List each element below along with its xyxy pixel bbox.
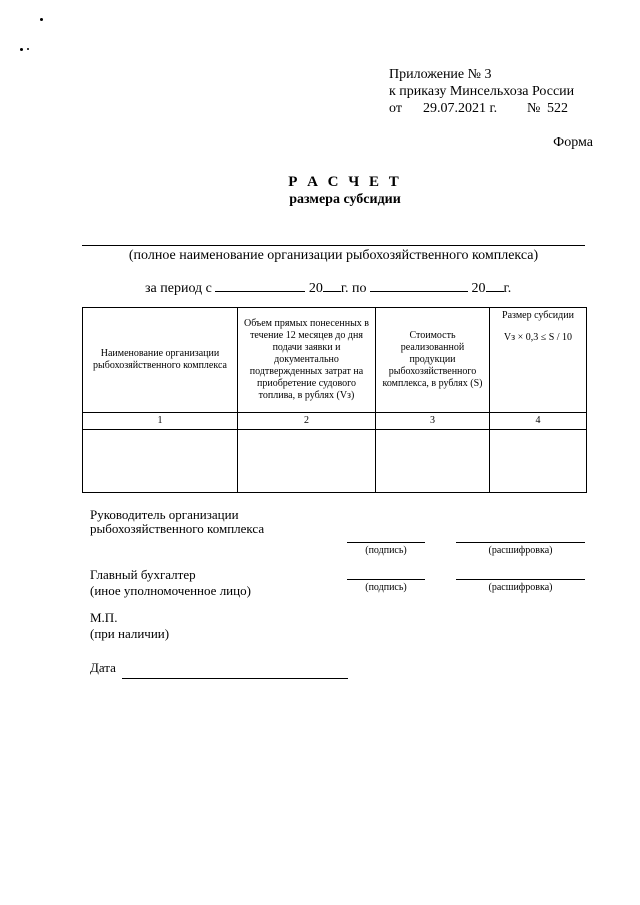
header-subsidy-size bbox=[490, 308, 587, 413]
document-subtitle: размера субсидии bbox=[289, 192, 401, 207]
period-year1-prefix: 20 bbox=[308, 281, 323, 296]
accountant-decipher-caption: (расшифровка) bbox=[488, 582, 553, 593]
annex-title: Приложение № 3 bbox=[389, 67, 492, 82]
header-org-name: Наименование организации рыбохозяйственного комплекса bbox=[83, 308, 238, 413]
accountant-signature-line[interactable] bbox=[347, 579, 425, 580]
period-row bbox=[145, 278, 511, 297]
head-title-line1: Руководитель организации bbox=[90, 507, 239, 522]
annex-date-row bbox=[389, 100, 574, 117]
period-year1-suffix: г. по bbox=[340, 281, 367, 296]
org-name-field-line bbox=[82, 245, 585, 246]
column-number: 4 bbox=[490, 413, 587, 430]
table-data-row bbox=[83, 430, 587, 493]
head-title-line2: рыбохозяйственного комплекса bbox=[90, 521, 265, 536]
column-number-row bbox=[83, 413, 587, 430]
annex-from-label: от bbox=[389, 101, 402, 116]
period-year2-suffix: г. bbox=[503, 281, 512, 296]
accountant-title-line2: (иное уполномоченное лицо) bbox=[90, 583, 251, 598]
data-cell-subsidy[interactable] bbox=[490, 430, 587, 493]
accountant-decipher-line[interactable] bbox=[456, 579, 585, 580]
column-number: 3 bbox=[376, 413, 490, 430]
seal-label: М.П. bbox=[90, 610, 118, 625]
header-product-cost: Стоимость реализованной продукции рыбохозяйственного комплекса, в рублях (S) bbox=[376, 308, 490, 413]
head-signature-line[interactable] bbox=[347, 542, 425, 543]
form-label: Форма bbox=[553, 135, 593, 150]
document-title: Р А С Ч Е Т bbox=[288, 174, 402, 190]
period-year2-prefix: 20 bbox=[471, 281, 486, 296]
data-cell-fuel[interactable] bbox=[238, 430, 376, 493]
annex-number-label: № bbox=[527, 101, 541, 116]
calculation-table bbox=[82, 307, 587, 493]
data-cell-org[interactable] bbox=[83, 430, 238, 493]
accountant-signature-caption: (подпись) bbox=[365, 582, 407, 593]
annex-block bbox=[389, 66, 574, 117]
date-label: Дата bbox=[90, 660, 116, 675]
seal-note: (при наличии) bbox=[90, 626, 170, 641]
period-start-blank bbox=[215, 278, 305, 292]
scan-speck bbox=[20, 48, 23, 51]
period-end-blank bbox=[370, 278, 468, 292]
subsidy-size-label: Размер субсидии bbox=[502, 310, 574, 321]
column-number: 1 bbox=[83, 413, 238, 430]
annex-number: 522 bbox=[547, 101, 568, 116]
head-decipher-caption: (расшифровка) bbox=[488, 545, 553, 556]
period-year2-blank bbox=[486, 278, 504, 292]
accountant-title-line1: Главный бухгалтер bbox=[90, 567, 196, 582]
annex-order-ref: к приказу Минсельхоза России bbox=[389, 84, 575, 99]
table-header-row bbox=[83, 308, 587, 413]
scan-speck bbox=[27, 48, 29, 50]
annex-date: 29.07.2021 г. bbox=[423, 101, 498, 116]
head-decipher-line[interactable] bbox=[456, 542, 585, 543]
data-cell-product[interactable] bbox=[376, 430, 490, 493]
column-number: 2 bbox=[238, 413, 376, 430]
org-name-caption: (полное наименование организации рыбохозяйственного комплекса) bbox=[128, 248, 539, 263]
period-from-label: за период с bbox=[145, 281, 212, 296]
header-fuel-costs: Объем прямых понесенных в течение 12 месяцев до дня подачи заявки и документально подтвержденных затрат на приобретение судового топлива, в рублях (Vз) bbox=[238, 308, 376, 413]
subsidy-formula: Vз × 0,3 ≤ S / 10 bbox=[503, 332, 573, 343]
date-field-line[interactable] bbox=[122, 678, 348, 679]
scan-speck bbox=[40, 18, 43, 21]
head-signature-caption: (подпись) bbox=[365, 545, 407, 556]
period-year1-blank bbox=[323, 278, 341, 292]
